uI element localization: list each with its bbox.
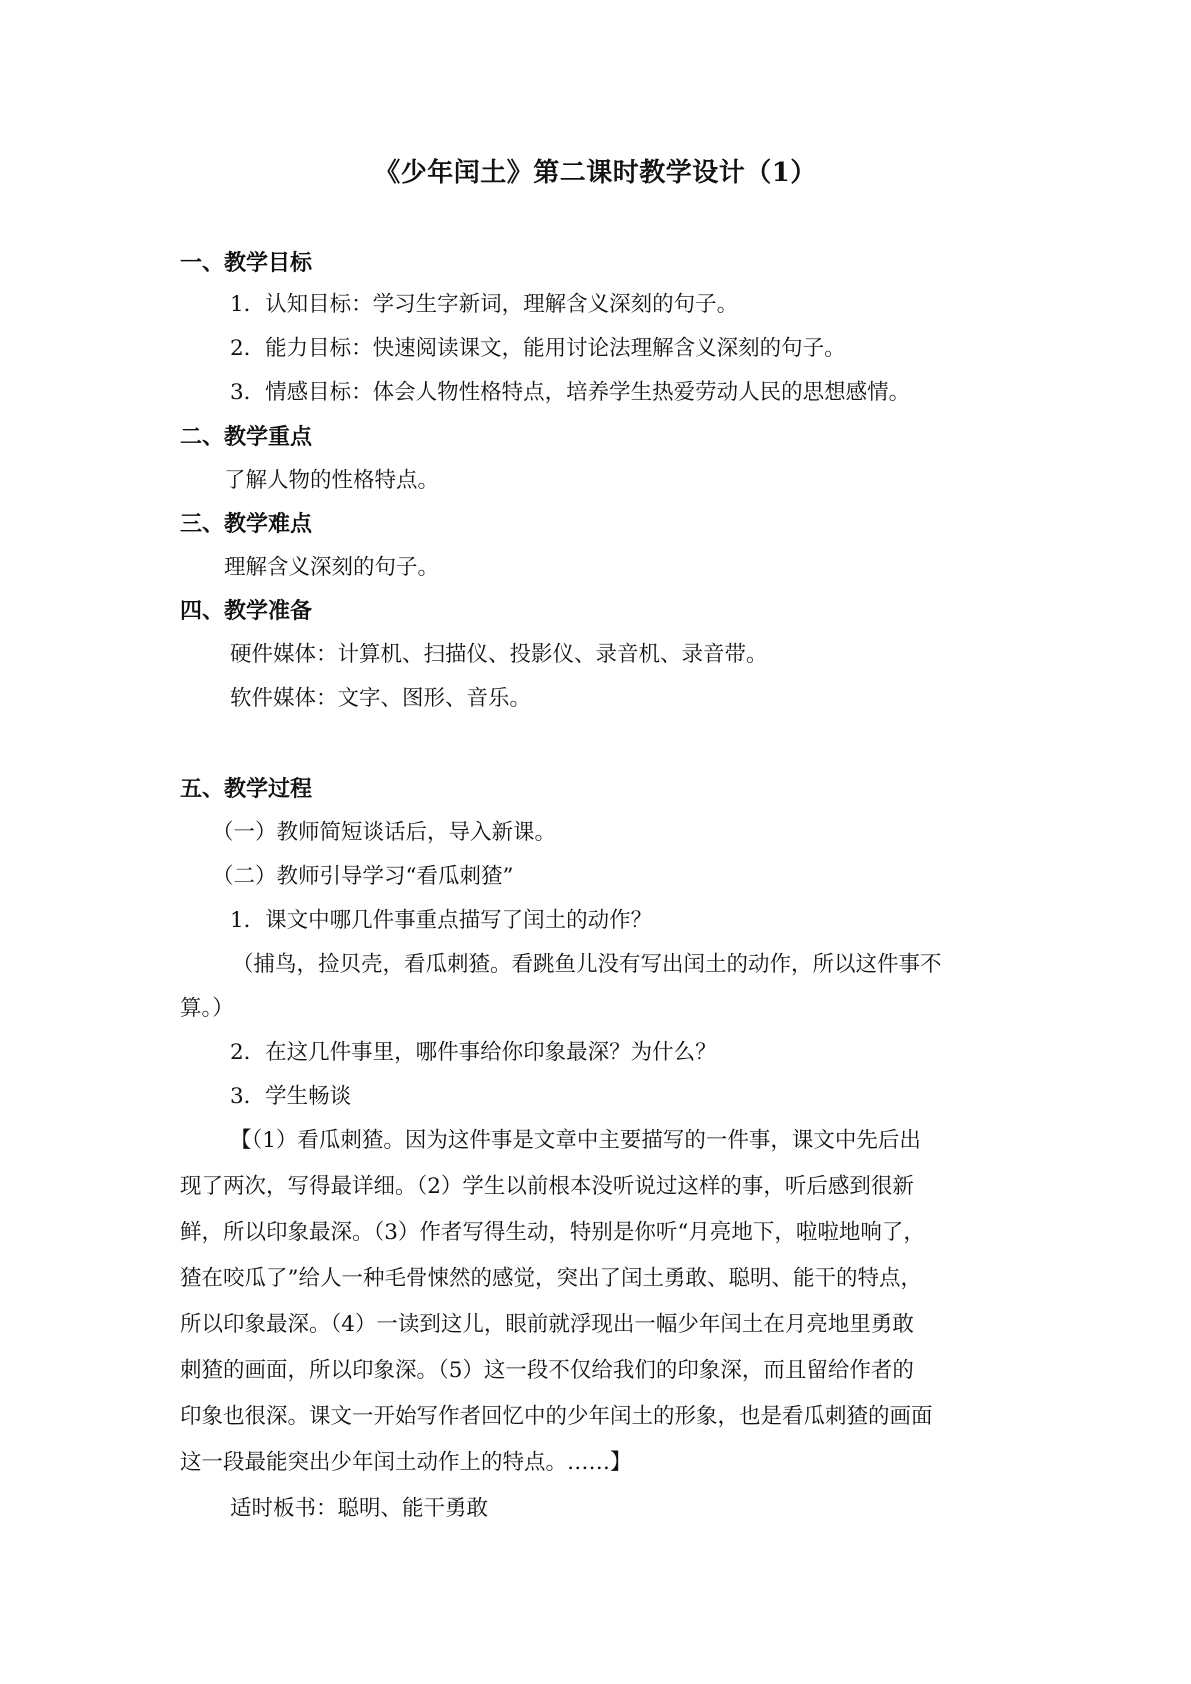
answer-paragraph-line: 所以印象最深。（4）一读到这儿，眼前就浮现出一幅少年闰土在月亮地里勇敢	[180, 1312, 914, 1337]
section-heading-teaching-goals: 一、教学目标	[180, 250, 313, 276]
question-3: 3．学生畅谈	[230, 1084, 352, 1109]
document-title: 《少年闰土》第二课时教学设计（1）	[374, 158, 817, 188]
answer-paragraph-line: 【（1）看瓜刺猹。因为这件事是文章中主要描写的一件事，课文中先后出	[230, 1128, 921, 1153]
goal-item-ability: 2．能力目标：快速阅读课文，能用讨论法理解含义深刻的句子。	[230, 336, 846, 361]
answer-1-line-2: 算。）	[180, 996, 234, 1021]
process-step-2: （二）教师引导学习“看瓜刺猹”	[212, 864, 514, 889]
goal-item-cognitive: 1．认知目标：学习生字新词，理解含义深刻的句子。	[230, 292, 739, 317]
answer-paragraph-line: 这一段最能突出少年闰土动作上的特点。……】	[180, 1450, 632, 1475]
answer-paragraph-line: 现了两次，写得最详细。（2）学生以前根本没听说过这样的事，听后感到很新	[180, 1174, 914, 1199]
answer-paragraph-line: 鲜，所以印象最深。（3）作者写得生动，特别是你听“月亮地下，啦啦地响了，	[180, 1220, 925, 1245]
preparation-software: 软件媒体：文字、图形、音乐。	[230, 686, 532, 711]
board-note: 适时板书：聪明、能干勇敢	[230, 1496, 489, 1521]
section-heading-difficulties: 三、教学难点	[180, 511, 313, 537]
goal-item-emotion: 3．情感目标：体会人物性格特点，培养学生热爱劳动人民的思想感情。	[230, 380, 911, 405]
preparation-hardware: 硬件媒体：计算机、扫描仪、投影仪、录音机、录音带。	[230, 642, 768, 667]
section-heading-preparation: 四、教学准备	[180, 598, 313, 624]
answer-paragraph-line: 印象也很深。课文一开始写作者回忆中的少年闰土的形象，也是看瓜刺猹的画面	[180, 1404, 933, 1429]
difficulties-text: 理解含义深刻的句子。	[224, 555, 440, 580]
answer-paragraph-line: 猹在咬瓜了”给人一种毛骨悚然的感觉，突出了闰土勇敢、聪明、能干的特点，	[180, 1266, 922, 1291]
section-heading-key-points: 二、教学重点	[180, 424, 313, 450]
answer-1-line-1: （捕鸟，捡贝壳，看瓜刺猹。看跳鱼儿没有写出闰土的动作，所以这件事不	[232, 952, 942, 977]
key-points-text: 了解人物的性格特点。	[224, 468, 440, 493]
question-1: 1．课文中哪几件事重点描写了闰土的动作？	[230, 908, 653, 933]
section-heading-process: 五、教学过程	[180, 776, 313, 802]
answer-paragraph-line: 刺猹的画面，所以印象深。（5）这一段不仅给我们的印象深，而且留给作者的	[180, 1358, 914, 1383]
process-step-1: （一）教师简短谈话后，导入新课。	[212, 820, 557, 845]
question-2: 2．在这几件事里，哪件事给你印象最深？为什么？	[230, 1040, 717, 1065]
